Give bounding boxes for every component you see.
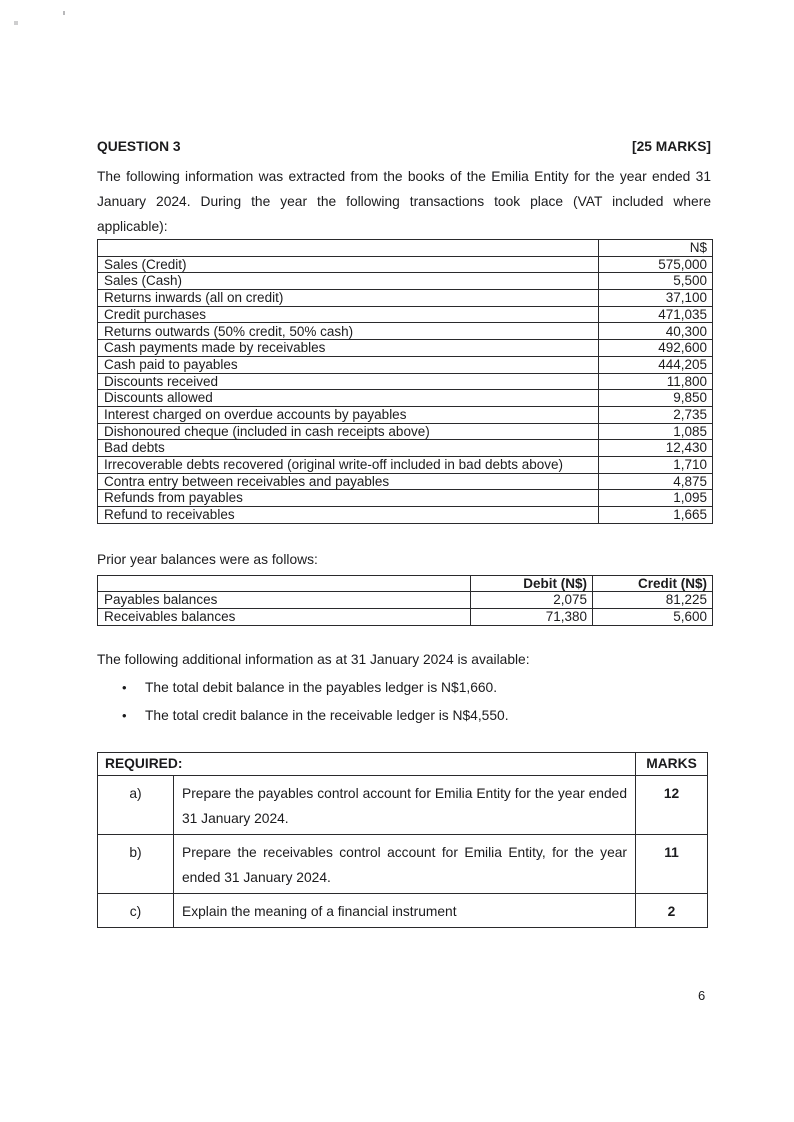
item-marks: 11	[636, 834, 708, 893]
row-label: Irrecoverable debts recovered (original write-off included in bad debts above)	[98, 456, 599, 473]
table-row	[98, 834, 708, 893]
bullet-icon: •	[122, 679, 127, 695]
table-row	[98, 490, 713, 507]
table-row	[98, 323, 713, 340]
table-row	[98, 390, 713, 407]
table-row	[98, 592, 713, 609]
item-letter: a)	[98, 775, 174, 834]
item-marks: 12	[636, 775, 708, 834]
row-label: Credit purchases	[98, 306, 599, 323]
row-value: 5,500	[599, 273, 713, 290]
row-value: 492,600	[599, 340, 713, 357]
table-header-row	[98, 752, 708, 775]
row-label: Discounts allowed	[98, 390, 599, 407]
prior-balances-table	[97, 575, 713, 626]
row-value: 1,710	[599, 456, 713, 473]
item-marks: 2	[636, 893, 708, 927]
bullet-text: The total debit balance in the payables ledger is N$1,660.	[145, 679, 498, 695]
credit-value: 81,225	[593, 592, 713, 609]
item-text: Explain the meaning of a financial instrument	[174, 893, 636, 927]
row-label: Discounts received	[98, 373, 599, 390]
item-text: Prepare the payables control account for Emilia Entity for the year ended 31 January 2024.	[174, 775, 636, 834]
row-label: Refund to receivables	[98, 507, 599, 524]
row-value: 9,850	[599, 390, 713, 407]
row-value: 2,735	[599, 406, 713, 423]
additional-info-intro: The following additional information as at 31 January 2024 is available:	[97, 651, 530, 667]
table-header-row	[98, 575, 713, 592]
transactions-table	[97, 239, 713, 524]
table-row	[98, 423, 713, 440]
question-intro: The following information was extracted from the books of the Emilia Entity for the year ended 31 January 2024. During the year the following transactions took place (VAT included where applicable):	[97, 169, 711, 234]
page-number: 6	[698, 988, 706, 1003]
table-row	[98, 473, 713, 490]
prior-balances-intro: Prior year balances were as follows:	[97, 551, 318, 567]
row-label: Payables balances	[98, 592, 471, 609]
table-row	[98, 290, 713, 307]
credit-header: Credit (N$)	[593, 575, 713, 592]
currency-header: N$	[599, 240, 713, 257]
row-value: 1,665	[599, 507, 713, 524]
table-row	[98, 406, 713, 423]
scan-artifact	[14, 21, 18, 25]
table-row	[98, 440, 713, 457]
empty-cell	[98, 575, 471, 592]
scan-artifact	[63, 11, 65, 15]
row-label: Returns inwards (all on credit)	[98, 290, 599, 307]
row-value: 11,800	[599, 373, 713, 390]
credit-value: 5,600	[593, 609, 713, 626]
row-label: Returns outwards (50% credit, 50% cash)	[98, 323, 599, 340]
question-header	[97, 138, 711, 156]
row-value: 40,300	[599, 323, 713, 340]
table-row	[98, 507, 713, 524]
row-label: Cash payments made by receivables	[98, 340, 599, 357]
bullet-icon: •	[122, 707, 127, 723]
row-value: 444,205	[599, 356, 713, 373]
table-row	[98, 893, 708, 927]
row-label: Contra entry between receivables and payables	[98, 473, 599, 490]
row-value: 4,875	[599, 473, 713, 490]
row-label: Cash paid to payables	[98, 356, 599, 373]
row-value: 471,035	[599, 306, 713, 323]
table-row	[98, 456, 713, 473]
required-table	[97, 752, 708, 928]
row-label: Refunds from payables	[98, 490, 599, 507]
row-label: Sales (Cash)	[98, 273, 599, 290]
row-label: Sales (Credit)	[98, 256, 599, 273]
bullet-text: The total credit balance in the receivable ledger is N$4,550.	[145, 707, 509, 723]
table-row	[98, 273, 713, 290]
item-letter: c)	[98, 893, 174, 927]
row-value: 37,100	[599, 290, 713, 307]
row-value: 1,095	[599, 490, 713, 507]
table-row	[98, 775, 708, 834]
row-value: 1,085	[599, 423, 713, 440]
row-value: 12,430	[599, 440, 713, 457]
question-title: QUESTION 3	[97, 139, 181, 154]
table-row	[98, 306, 713, 323]
marks-header: MARKS	[636, 752, 708, 775]
empty-cell	[98, 240, 599, 257]
question-marks: [25 MARKS]	[632, 139, 711, 154]
table-header-row	[98, 240, 713, 257]
debit-header: Debit (N$)	[471, 575, 593, 592]
row-label: Receivables balances	[98, 609, 471, 626]
row-label: Bad debts	[98, 440, 599, 457]
table-row	[98, 340, 713, 357]
list-item	[97, 707, 711, 725]
row-label: Dishonoured cheque (included in cash receipts above)	[98, 423, 599, 440]
item-text: Prepare the receivables control account for Emilia Entity, for the year ended 31 January 2024.	[174, 834, 636, 893]
table-row	[98, 609, 713, 626]
table-row	[98, 256, 713, 273]
document-body	[97, 138, 711, 928]
debit-value: 2,075	[471, 592, 593, 609]
item-letter: b)	[98, 834, 174, 893]
row-label: Interest charged on overdue accounts by payables	[98, 406, 599, 423]
table-row	[98, 373, 713, 390]
row-value: 575,000	[599, 256, 713, 273]
table-row	[98, 356, 713, 373]
required-header: REQUIRED:	[98, 752, 636, 775]
list-item	[97, 679, 711, 697]
debit-value: 71,380	[471, 609, 593, 626]
